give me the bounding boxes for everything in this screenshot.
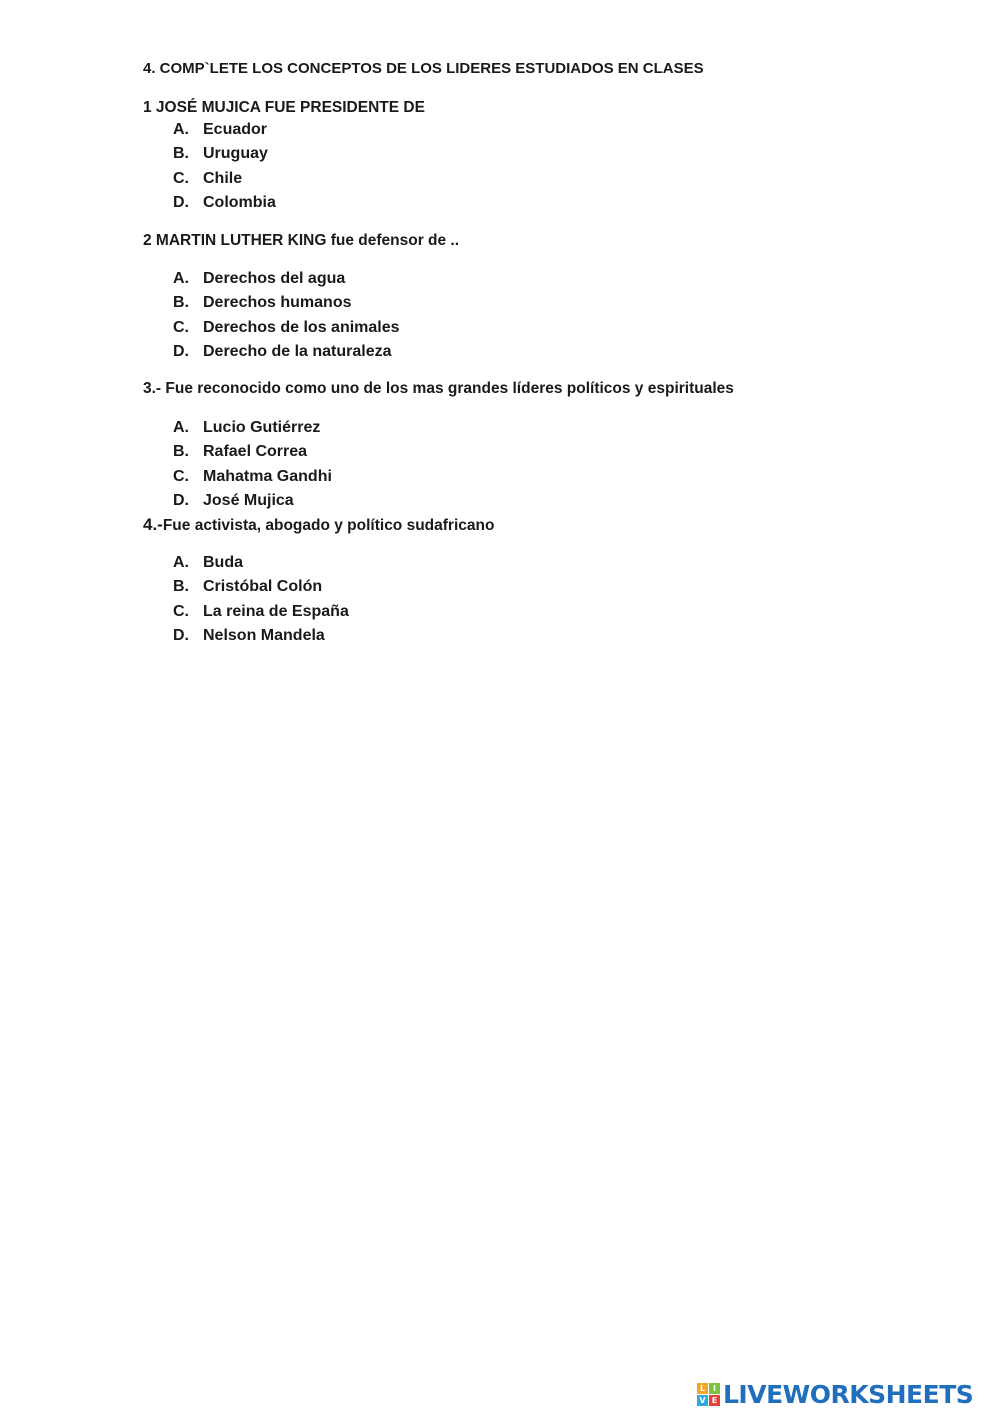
option-letter: B. [173,294,189,312]
logo-letter: V [697,1395,708,1406]
option-3a[interactable] [173,416,332,440]
liveworksheets-branding [697,1378,973,1410]
option-1c[interactable] [173,167,276,191]
option-letter: D. [173,342,189,360]
option-label: Ecuador [203,121,268,138]
option-3d[interactable] [173,489,332,513]
option-letter: C. [173,602,189,620]
question-4-number: 4.- [143,515,163,534]
option-label: Colombia [203,193,276,211]
question-1-text: 1 JOSÉ MUJICA FUE PRESIDENTE DE [143,99,425,116]
question-4-options [173,551,349,648]
option-3c[interactable] [173,465,332,489]
option-4a[interactable] [173,551,349,575]
option-label: Uruguay [203,145,268,163]
option-letter: A. [173,270,189,287]
option-letter: A. [173,554,189,571]
option-label: Lucio Gutiérrez [203,419,321,436]
option-label: Mahatma Gandhi [203,467,332,485]
option-4d[interactable] [173,624,349,648]
logo-letter: E [709,1395,720,1406]
question-2 [143,232,459,250]
question-4-text: Fue activista, abogado y político sudafricano [162,517,495,534]
option-label: La reina de España [203,602,349,620]
option-2d[interactable] [173,340,400,364]
option-label: Derechos del agua [203,270,346,287]
liveworksheets-logo-icon [697,1383,720,1406]
question-1 [143,99,425,117]
option-2a[interactable] [173,267,400,291]
brand-name: LIVEWORKSHEETS [723,1379,974,1409]
option-1d[interactable] [173,191,276,215]
option-label: Nelson Mandela [203,626,325,644]
option-label: José Mujica [203,491,294,509]
option-2c[interactable] [173,316,400,340]
option-label: Cristóbal Colón [203,578,323,596]
option-letter: C. [173,467,189,485]
question-2-text: 2 MARTIN LUTHER KING fue defensor de .. [143,232,460,249]
option-letter: D. [173,193,189,211]
question-3-text: .- Fue reconocido como uno de los mas grandes líderes políticos y espirituales [151,380,734,397]
option-label: Derechos de los animales [203,318,400,336]
option-label: Buda [203,554,243,571]
logo-letter: L [697,1383,708,1394]
logo-letter: I [709,1383,720,1394]
option-1a[interactable] [173,118,276,142]
option-letter: B. [173,443,189,461]
question-2-options [173,267,400,364]
option-label: Chile [203,169,243,187]
option-letter: B. [173,578,189,596]
option-label: Rafael Correa [203,443,308,461]
question-1-options [173,118,276,215]
worksheet-heading: 4. COMP`LETE LOS CONCEPTOS DE LOS LIDERES ESTUDIADOS EN CLASES [143,60,704,77]
question-3-options [173,416,332,513]
option-letter: A. [173,419,189,436]
option-letter: B. [173,145,189,163]
question-3-number: 3 [143,380,152,397]
option-label: Derecho de la naturaleza [203,342,392,360]
question-4 [143,515,494,535]
option-letter: C. [173,318,189,336]
option-2b[interactable] [173,291,400,315]
option-letter: A. [173,121,189,138]
option-1b[interactable] [173,142,276,166]
option-letter: D. [173,491,189,509]
option-label: Derechos humanos [203,294,352,312]
question-3 [143,380,734,398]
option-letter: C. [173,169,189,187]
option-3b[interactable] [173,440,332,464]
option-4c[interactable] [173,600,349,624]
option-letter: D. [173,626,189,644]
option-4b[interactable] [173,575,349,599]
